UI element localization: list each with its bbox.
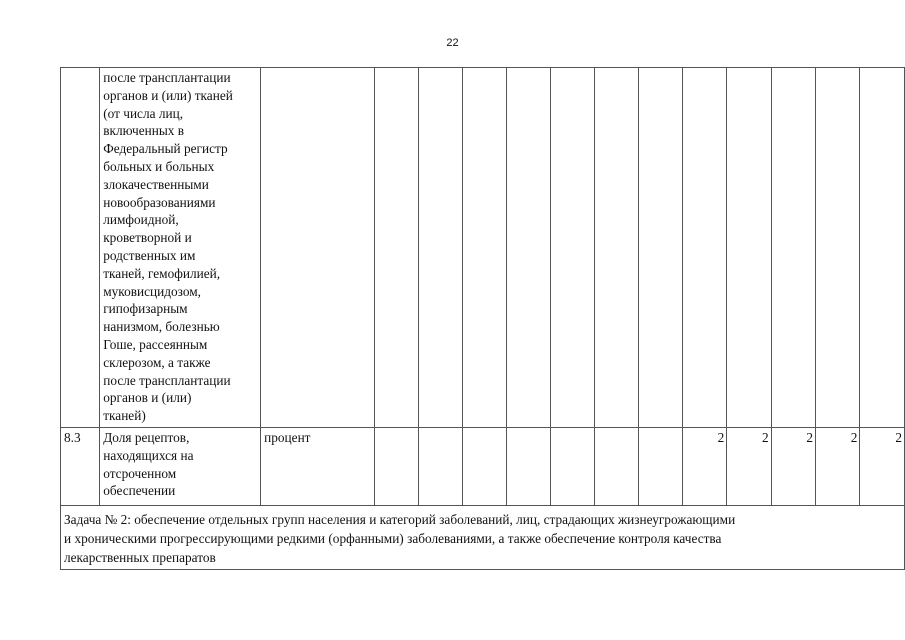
indicator-line: Федеральный регистр	[103, 141, 228, 157]
value-cell	[507, 428, 551, 506]
indicator-line: тканей)	[103, 408, 146, 424]
indicator-line: (от числа лиц,	[103, 105, 184, 121]
indicator-line: склерозом, а также	[103, 354, 211, 370]
indicator-line: находящихся на	[103, 447, 194, 463]
indicator-line: после трансплантации	[103, 70, 231, 85]
task-line: Задача № 2: обеспечение отдельных групп населения и категорий заболеваний, лиц, страдающих жизнеугрожающими	[64, 512, 736, 527]
indicator-line: после трансплантации	[103, 372, 231, 388]
value-cell	[375, 68, 419, 428]
value-cell	[816, 68, 860, 428]
indicator-line: нанизмом, болезнью	[103, 319, 220, 335]
value-cell	[419, 428, 463, 506]
value-cell	[594, 428, 638, 506]
row-number-cell	[61, 68, 100, 428]
value-cell	[551, 428, 594, 506]
value-cell: 2	[771, 428, 815, 506]
indicator-line: больных и больных	[103, 158, 215, 174]
indicator-table	[60, 67, 905, 570]
value-cell	[860, 68, 905, 428]
task-cell	[61, 506, 905, 570]
indicator-line: Гоше, рассеянным	[103, 336, 208, 352]
value-cell	[682, 68, 726, 428]
value-cell: 2	[860, 428, 905, 506]
value-cell	[638, 428, 682, 506]
indicator-line: лимфоидной,	[103, 212, 179, 228]
indicator-line: отсроченном	[103, 465, 177, 481]
indicator-line: обеспечении	[103, 483, 176, 499]
task-row	[61, 506, 905, 570]
value-cell	[638, 68, 682, 428]
indicator-line: родственных им	[103, 247, 196, 263]
value-cell	[463, 68, 507, 428]
value-cell	[594, 68, 638, 428]
indicator-name-cell	[100, 68, 261, 428]
value-cell	[419, 68, 463, 428]
value-cell	[551, 68, 594, 428]
indicator-line: органов и (или)	[103, 390, 192, 406]
value-cell: 2	[816, 428, 860, 506]
value-cell	[463, 428, 507, 506]
table-row	[61, 428, 905, 506]
indicator-line: гипофизарным	[103, 301, 188, 317]
indicator-line: включенных в	[103, 123, 185, 139]
value-cell	[507, 68, 551, 428]
task-line: лекарственных препаратов	[64, 549, 216, 565]
value-cell: 2	[682, 428, 726, 506]
indicator-line: органов и (или) тканей	[103, 87, 233, 103]
indicator-line: Доля рецептов,	[103, 430, 190, 445]
indicator-line: тканей, гемофилией,	[103, 265, 221, 281]
table-row	[61, 68, 905, 428]
unit-cell	[261, 68, 375, 428]
indicator-line: злокачественными	[103, 176, 209, 192]
page-number: 22	[446, 37, 459, 49]
row-number-cell: 8.3	[61, 428, 100, 506]
indicator-line: новообразованиями	[103, 194, 216, 210]
indicator-line: кроветворной и	[103, 230, 192, 246]
value-cell	[727, 68, 771, 428]
indicator-name-cell	[100, 428, 261, 506]
value-cell: 2	[727, 428, 771, 506]
value-cell	[771, 68, 815, 428]
value-cell	[375, 428, 419, 506]
unit-cell: процент	[261, 428, 375, 506]
task-line: и хроническими прогрессирующими редкими (орфанными) заболеваниями, а также обеспечение контроля качества	[64, 530, 722, 546]
indicator-line: муковисцидозом,	[103, 283, 201, 299]
